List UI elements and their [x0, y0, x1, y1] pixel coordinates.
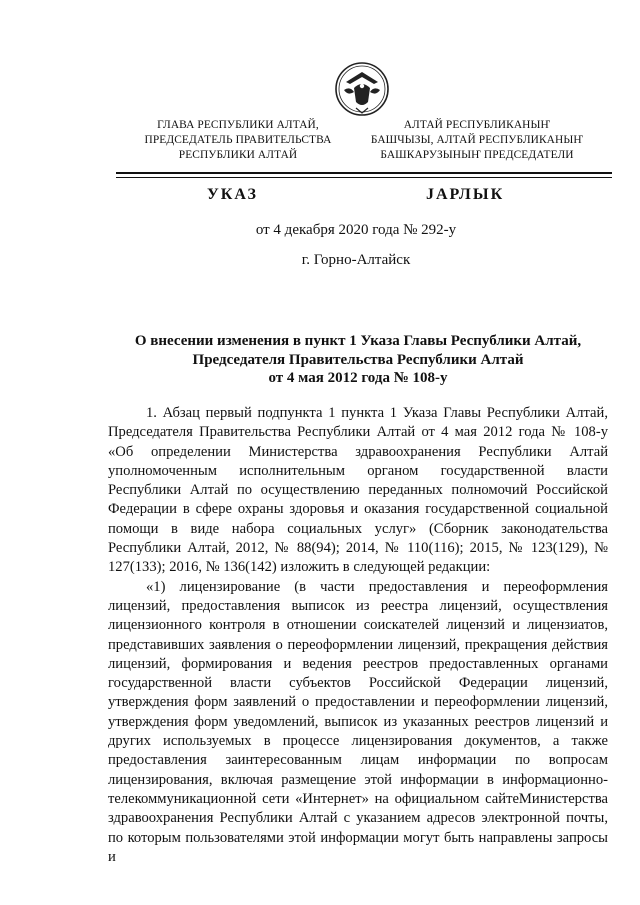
- decree-body: [108, 404, 608, 867]
- subject-line: О внесении изменения в пункт 1 Указа Главы Республики Алтай,: [134, 333, 582, 349]
- body-paragraph: «1) лицензирование (в части предоставления и переоформления лицензий, предоставления выписок из реестра лицензий, осуществления лицензионного контроля в отношении соискателей лицензий и лицензиатов, представивших заявления о переоформлении лицензий, прекращения действия лицензий, формирования и ведения реестров предоставленных органами государственной власти субъектов Российской Федерации лицензий, утверждения форм заявлений о предоставлении и переоформлении лицензий, утверждения форм уведомлений, выписок из указанных реестров лицензий и других используемых в процессе лицензирования документов, а также предоставления заинтересованным лицам информации по вопросам лицензирования, включая размещение этой информации в информационно-телекоммуникационной сети «Интернет» на официальном сайтеМинистерства здравоохранения Республики Алтай с указанием адресов электронной почты, по которым пользователями этой информации могут быть направлены запросы и: [108, 578, 608, 865]
- header-left-line: РЕСПУБЛИКИ АЛТАЙ: [178, 149, 298, 161]
- header-right-line: БАШЧЫЗЫ, АЛТАЙ РЕСПУБЛИКАНЫҤ: [370, 134, 584, 146]
- subject-line: от 4 мая 2012 года № 108-у: [268, 370, 448, 386]
- doc-type-russian: УКАЗ: [207, 186, 258, 203]
- header-divider-thick: [116, 172, 612, 174]
- header-divider-thin: [116, 177, 612, 178]
- header-left-block: [136, 118, 340, 163]
- header-left-line: ПРЕДСЕДАТЕЛЬ ПРАВИТЕЛЬСТВА: [144, 134, 332, 146]
- subject-line: Председателя Правительства Республики Алтай: [192, 351, 524, 368]
- coat-of-arms-emblem: [334, 58, 390, 120]
- body-paragraph: 1. Абзац первый подпункта 1 пункта 1 Указа Главы Республики Алтай, Председателя Правительства Республики Алтай от 4 мая 2012 года № 108-у «Об определении Министерства здравоохранения Республики Алтай уполномоченным исполнительным органом государственной власти Республики Алтай по осуществлению переданных полномочий Российской Федерации в сфере охраны здоровья и оказания государственной социальной помощи в виде набора социальных услуг» (Сборник законодательства Республики Алтай, 2012, № 88(94); 2014, № 110(116); 2015, № 123(129), № 127(133); 2016, № 136(142) изложить в следующей редакции:: [108, 405, 608, 576]
- header-left-line: ГЛАВА РЕСПУБЛИКИ АЛТАЙ,: [157, 119, 319, 131]
- decree-city: г. Горно-Алтайск: [301, 252, 411, 268]
- header-right-line: АЛТАЙ РЕСПУБЛИКАНЫҤ: [403, 119, 551, 131]
- header-right-block: [354, 118, 600, 163]
- header-right-line: БАШКАРУЗЫНЫҤ ПРЕДСЕДАТЕЛИ: [380, 149, 574, 161]
- decree-date-number: от 4 декабря 2020 года № 292-у: [255, 222, 457, 238]
- emblem-icon: [334, 58, 390, 120]
- decree-subject: [108, 332, 608, 388]
- doc-type-altai: JАРЛЫК: [426, 186, 505, 203]
